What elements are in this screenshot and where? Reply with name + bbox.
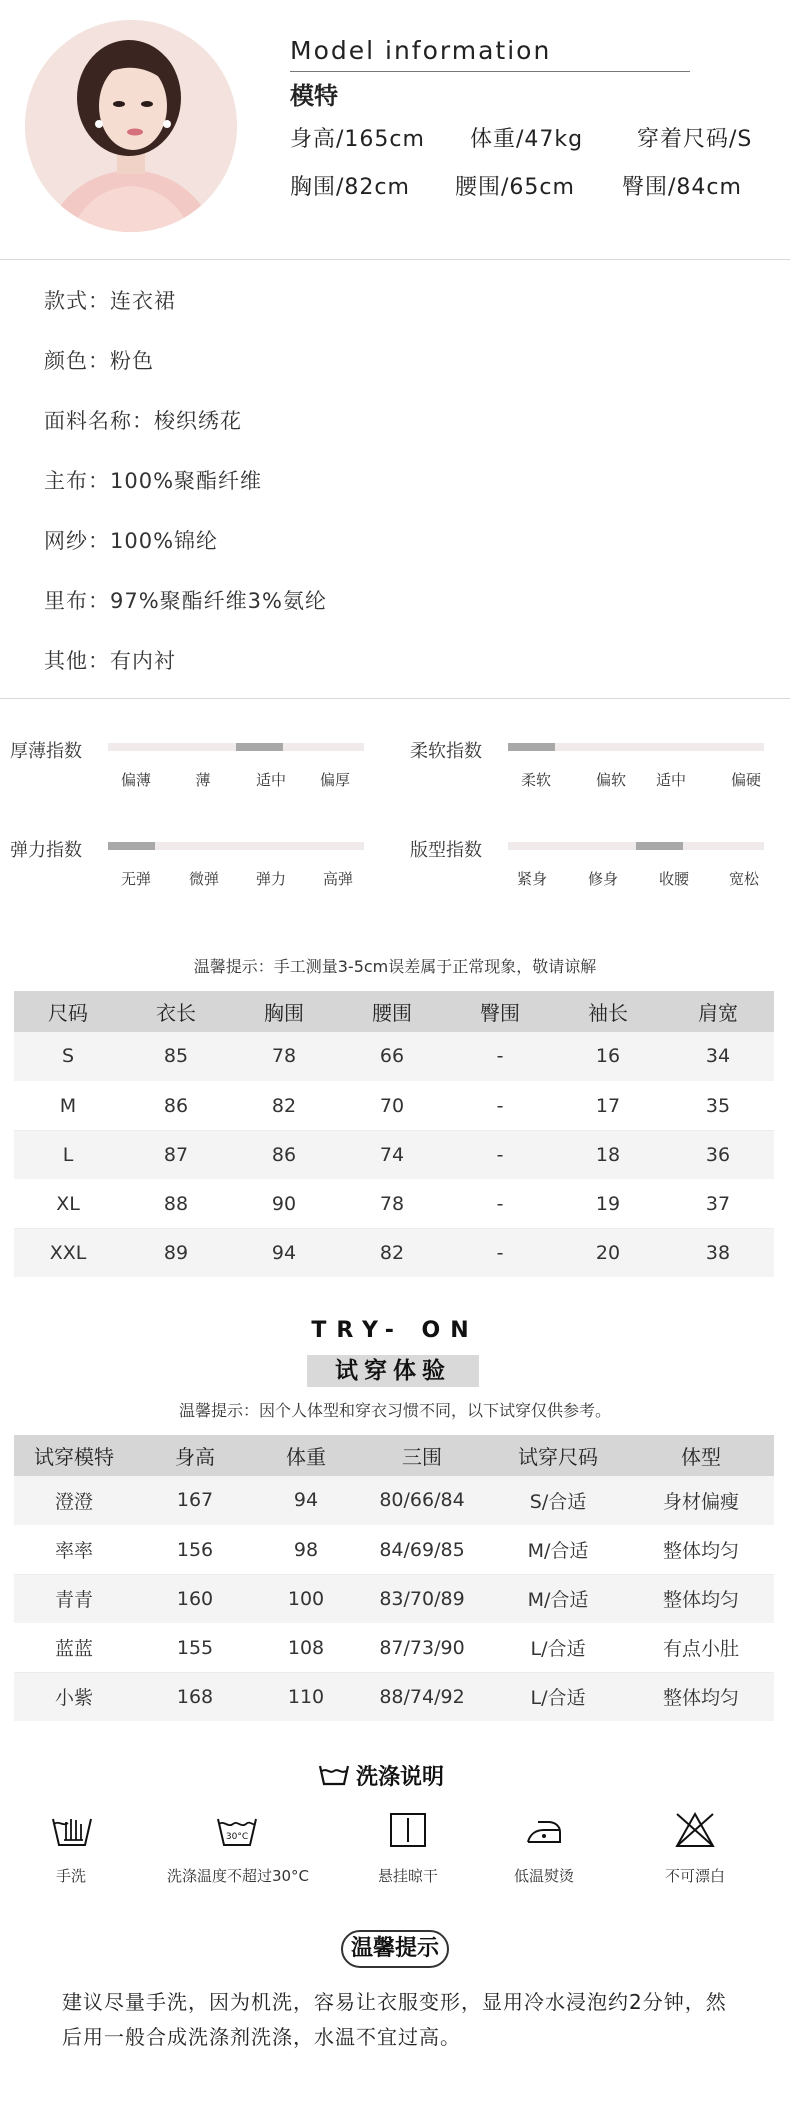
low-iron-icon xyxy=(522,1810,566,1850)
model-info-section xyxy=(0,0,790,260)
table-cell: - xyxy=(446,1228,554,1277)
tryon-title-cn: 试穿体验 xyxy=(307,1355,479,1387)
table-cell: 83/70/89 xyxy=(356,1574,488,1623)
index-option: 偏厚 xyxy=(319,771,351,789)
tryon-table xyxy=(14,1435,774,1722)
col-measurements: 三围 xyxy=(356,1435,488,1476)
model-heading: Model information xyxy=(290,36,552,65)
table-cell: 90 xyxy=(230,1179,338,1228)
model-weight: 体重/47kg xyxy=(470,127,584,152)
wash-title xyxy=(318,1760,444,1791)
table-cell: 17 xyxy=(554,1081,662,1130)
tips-title: 温馨提示 xyxy=(341,1930,449,1968)
model-portrait-image xyxy=(25,20,237,232)
hand-wash-icon xyxy=(50,1810,94,1850)
table-cell: - xyxy=(446,1032,554,1081)
table-cell: XL xyxy=(14,1179,122,1228)
table-row xyxy=(14,1081,774,1130)
table-row xyxy=(14,1623,774,1672)
table-cell: 34 xyxy=(662,1032,774,1081)
spec-main-fabric: 主布：100%聚酯纤维 xyxy=(44,469,263,493)
table-cell: L xyxy=(14,1130,122,1179)
table-cell: 85 xyxy=(122,1032,230,1081)
table-cell: 86 xyxy=(230,1130,338,1179)
table-cell: 98 xyxy=(256,1525,356,1574)
table-cell: 整体均匀 xyxy=(628,1525,774,1574)
table-cell: 84/69/85 xyxy=(356,1525,488,1574)
wash-temp-icon xyxy=(215,1810,259,1850)
index-label-fit: 版型指数 xyxy=(410,840,482,861)
table-header-row xyxy=(14,1435,774,1476)
table-cell: 155 xyxy=(134,1623,256,1672)
table-cell: XXL xyxy=(14,1228,122,1277)
index-label-softness: 柔软指数 xyxy=(410,741,482,762)
spec-color: 颜色：粉色 xyxy=(44,349,154,373)
tryon-notice: 温馨提示：因个人体型和穿衣习惯不同，以下试穿仅供参考。 xyxy=(178,1401,611,1420)
table-cell: 100 xyxy=(256,1574,356,1623)
table-cell: - xyxy=(446,1081,554,1130)
table-cell: 18 xyxy=(554,1130,662,1179)
col-height: 身高 xyxy=(134,1435,256,1476)
table-cell: 36 xyxy=(662,1130,774,1179)
index-bar-thickness xyxy=(108,743,364,751)
index-option: 薄 xyxy=(195,771,211,789)
table-cell: - xyxy=(446,1179,554,1228)
index-option: 柔软 xyxy=(520,771,552,789)
table-cell: 88/74/92 xyxy=(356,1672,488,1721)
table-cell: 86 xyxy=(122,1081,230,1130)
table-row xyxy=(14,1476,774,1525)
table-cell: 74 xyxy=(338,1130,446,1179)
index-option: 偏硬 xyxy=(730,771,762,789)
col-length: 衣长 xyxy=(122,991,230,1032)
no-bleach-icon xyxy=(673,1810,717,1850)
size-notice: 温馨提示：手工测量3-5cm误差属于正常现象，敬请谅解 xyxy=(193,957,597,976)
table-row xyxy=(14,1130,774,1179)
table-cell: 88 xyxy=(122,1179,230,1228)
index-bar-elasticity xyxy=(108,842,364,850)
col-waist: 腰围 xyxy=(338,991,446,1032)
model-cn-title: 模特 xyxy=(290,82,338,110)
table-cell: L/合适 xyxy=(488,1672,628,1721)
table-cell: 身材偏瘦 xyxy=(628,1476,774,1525)
table-cell: 38 xyxy=(662,1228,774,1277)
col-body-type: 体型 xyxy=(628,1435,774,1476)
index-option: 偏薄 xyxy=(120,771,152,789)
table-header-row xyxy=(14,991,774,1032)
table-cell: 率率 xyxy=(14,1525,134,1574)
wash-title-label: 洗涤说明 xyxy=(356,1765,445,1790)
table-cell: 78 xyxy=(230,1032,338,1081)
col-size: 尺码 xyxy=(14,991,122,1032)
table-cell: 整体均匀 xyxy=(628,1672,774,1721)
table-cell: 35 xyxy=(662,1081,774,1130)
spec-lining: 里布：97%聚酯纤维3%氨纶 xyxy=(44,589,327,613)
index-bar-fit xyxy=(508,842,764,850)
model-height: 身高/165cm xyxy=(290,127,425,152)
index-label-elasticity: 弹力指数 xyxy=(10,840,82,861)
table-row xyxy=(14,1672,774,1721)
spec-fabric-name: 面料名称：梭织绣花 xyxy=(44,409,242,433)
table-cell: 110 xyxy=(256,1672,356,1721)
index-selected-fill xyxy=(236,743,283,751)
spec-other: 其他：有内衬 xyxy=(44,649,176,673)
table-cell: 167 xyxy=(134,1476,256,1525)
wash-label-hang-dry: 悬挂晾干 xyxy=(377,1867,439,1885)
divider xyxy=(0,259,790,260)
col-hips: 臀围 xyxy=(446,991,554,1032)
table-cell: 82 xyxy=(338,1228,446,1277)
index-selected-fill xyxy=(108,842,155,850)
wash-temp-text: 30°C xyxy=(225,1832,249,1842)
hang-dry-icon xyxy=(386,1810,430,1850)
tryon-title-en: TRY- ON xyxy=(311,1318,479,1343)
table-row xyxy=(14,1032,774,1081)
table-cell: M/合适 xyxy=(488,1525,628,1574)
index-option: 高弹 xyxy=(322,870,354,888)
table-cell: 澄澄 xyxy=(14,1476,134,1525)
table-cell: 青青 xyxy=(14,1574,134,1623)
index-option: 紧身 xyxy=(516,870,548,888)
table-cell: 156 xyxy=(134,1525,256,1574)
table-cell: 37 xyxy=(662,1179,774,1228)
model-size-worn: 穿着尺码/S xyxy=(637,127,753,152)
index-option: 适中 xyxy=(255,771,287,789)
col-weight: 体重 xyxy=(256,1435,356,1476)
col-tried-size: 试穿尺码 xyxy=(488,1435,628,1476)
table-cell: 80/66/84 xyxy=(356,1476,488,1525)
wash-basin-icon xyxy=(318,1763,350,1787)
table-row xyxy=(14,1179,774,1228)
index-option: 无弹 xyxy=(120,870,152,888)
table-cell: 整体均匀 xyxy=(628,1574,774,1623)
wash-label-hand-wash: 手洗 xyxy=(55,1867,87,1885)
divider xyxy=(0,698,790,699)
wash-label-no-bleach: 不可漂白 xyxy=(664,1867,726,1885)
table-cell: 94 xyxy=(230,1228,338,1277)
model-heading-underline xyxy=(290,71,690,72)
col-model: 试穿模特 xyxy=(14,1435,134,1476)
table-cell: M xyxy=(14,1081,122,1130)
tips-body: 建议尽量手洗，因为机洗，容易让衣服变形，显用冷水浸泡约2分钟，然后用一般合成洗涤剂洗涤，水温不宜过高。 xyxy=(62,1990,727,2049)
table-cell: S/合适 xyxy=(488,1476,628,1525)
size-table xyxy=(14,991,774,1278)
table-row xyxy=(14,1574,774,1623)
table-row xyxy=(14,1228,774,1277)
index-bar-softness xyxy=(508,743,764,751)
index-option: 弹力 xyxy=(255,870,287,888)
spec-style: 款式：连衣裙 xyxy=(44,289,176,313)
table-cell: 19 xyxy=(554,1179,662,1228)
table-cell: 160 xyxy=(134,1574,256,1623)
index-option: 修身 xyxy=(587,870,619,888)
table-cell: 70 xyxy=(338,1081,446,1130)
index-selected-fill xyxy=(508,743,555,751)
table-cell: 87 xyxy=(122,1130,230,1179)
spec-mesh: 网纱：100%锦纶 xyxy=(44,529,219,553)
table-cell: 94 xyxy=(256,1476,356,1525)
table-cell: 小紫 xyxy=(14,1672,134,1721)
model-hips: 臀围/84cm xyxy=(622,175,742,200)
index-label-thickness: 厚薄指数 xyxy=(10,741,82,762)
index-option: 宽松 xyxy=(728,870,760,888)
model-avatar xyxy=(25,20,237,232)
table-cell: 78 xyxy=(338,1179,446,1228)
table-cell: M/合适 xyxy=(488,1574,628,1623)
col-sleeve: 袖长 xyxy=(554,991,662,1032)
table-cell: S xyxy=(14,1032,122,1081)
index-option: 收腰 xyxy=(658,870,690,888)
table-cell: 82 xyxy=(230,1081,338,1130)
model-bust: 胸围/82cm xyxy=(290,175,410,200)
model-waist: 腰围/65cm xyxy=(455,175,575,200)
index-option: 偏软 xyxy=(595,771,627,789)
index-option: 微弹 xyxy=(188,870,220,888)
table-cell: 108 xyxy=(256,1623,356,1672)
table-cell: - xyxy=(446,1130,554,1179)
col-bust: 胸围 xyxy=(230,991,338,1032)
table-cell: L/合适 xyxy=(488,1623,628,1672)
table-cell: 有点小肚 xyxy=(628,1623,774,1672)
table-cell: 20 xyxy=(554,1228,662,1277)
table-cell: 87/73/90 xyxy=(356,1623,488,1672)
table-cell: 168 xyxy=(134,1672,256,1721)
wash-label-iron: 低温熨烫 xyxy=(513,1867,575,1885)
table-row xyxy=(14,1525,774,1574)
index-selected-fill xyxy=(636,842,683,850)
table-cell: 66 xyxy=(338,1032,446,1081)
col-shoulder: 肩宽 xyxy=(662,991,774,1032)
table-cell: 89 xyxy=(122,1228,230,1277)
index-option: 适中 xyxy=(655,771,687,789)
table-cell: 16 xyxy=(554,1032,662,1081)
wash-label-temp: 洗涤温度不超过30°C xyxy=(166,1867,310,1885)
table-cell: 蓝蓝 xyxy=(14,1623,134,1672)
